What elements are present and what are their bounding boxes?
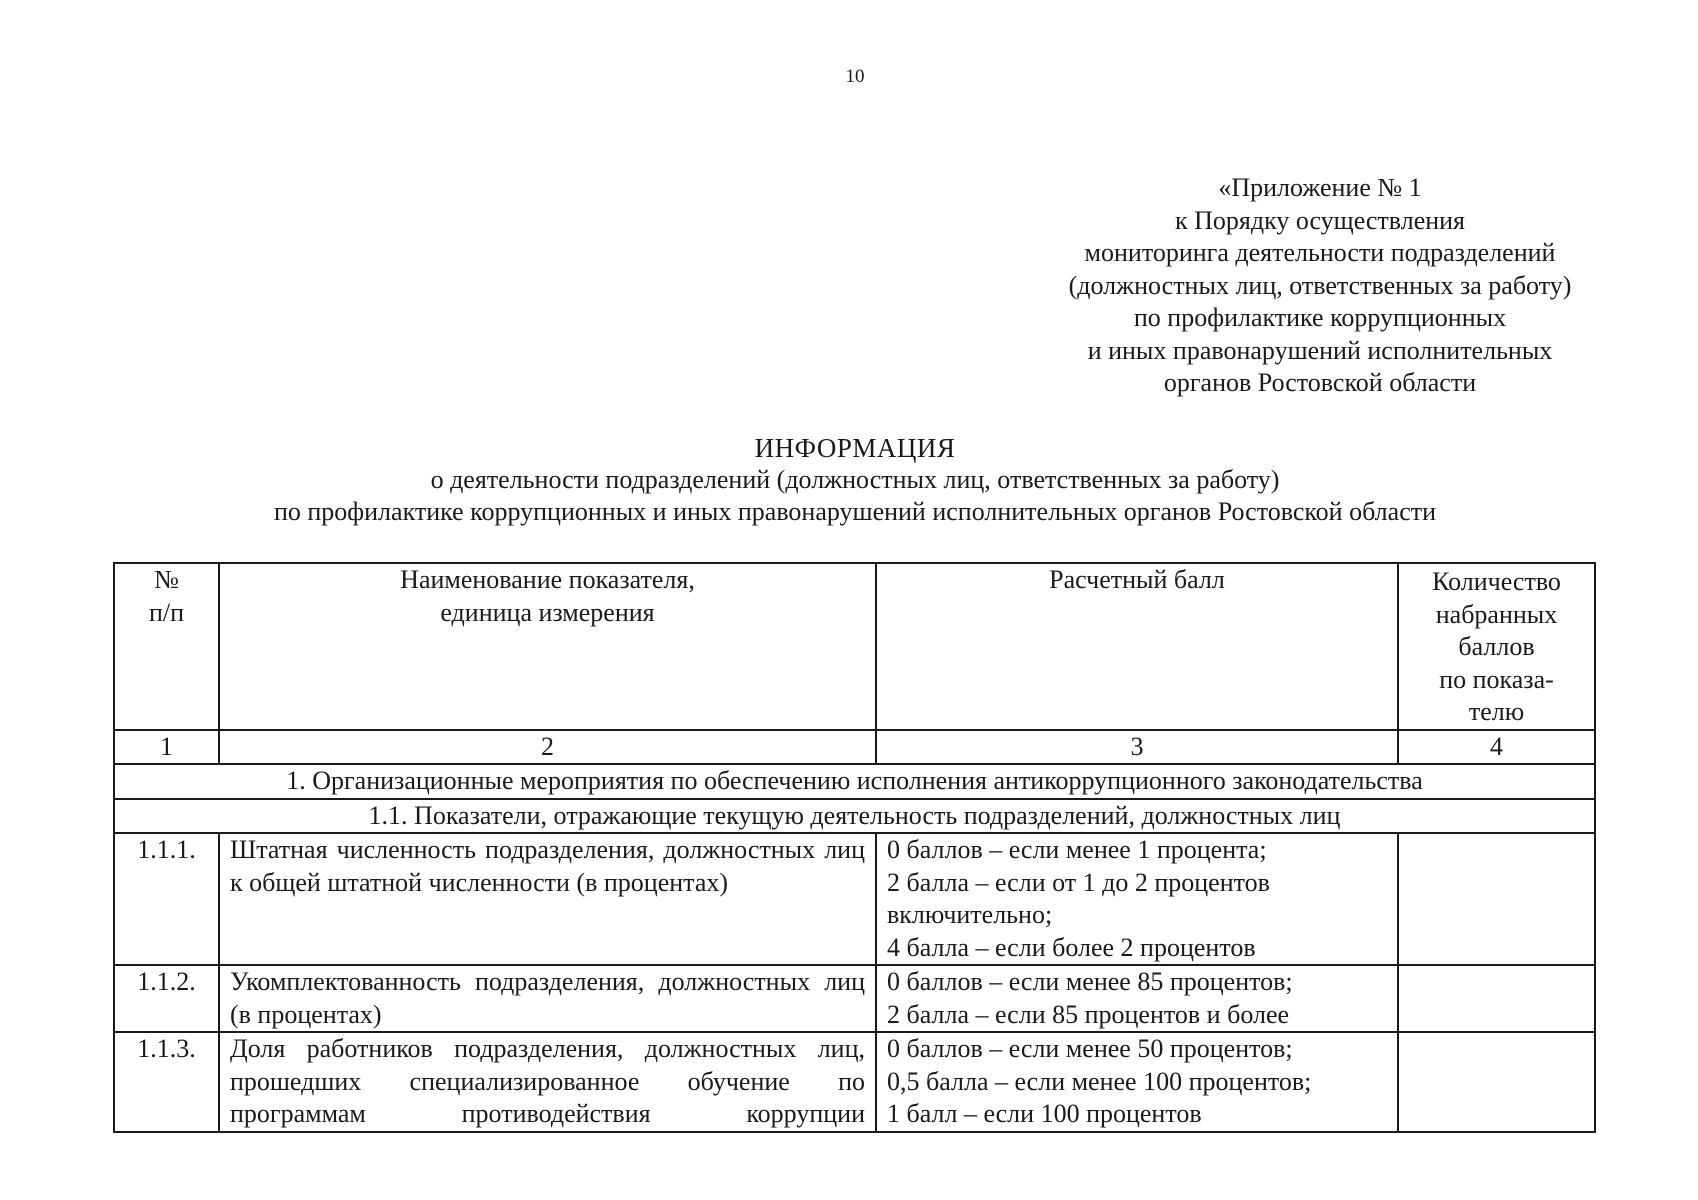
column-number-row (114, 730, 1595, 765)
title-line-1: о деятельности подразделений (должностных лиц, ответственных за работу) (430, 465, 1280, 494)
header-score-label: Расчетный балл (1049, 565, 1225, 594)
score-line: 4 балла – если более 2 процентов (887, 932, 1256, 962)
row-number: 1.1.2. (114, 965, 219, 1032)
appendix-line: органов Ростовской области (1163, 368, 1477, 397)
score-line: включительно; (887, 900, 1053, 929)
score-line: 0 баллов – если менее 85 процентов; (887, 967, 1293, 996)
indicators-table (113, 562, 1596, 1133)
score-line: 0,5 балла – если менее 100 процентов; (887, 1066, 1312, 1096)
score-line: 0 баллов – если менее 50 процентов; (887, 1034, 1293, 1063)
table-header-row (114, 563, 1595, 730)
subsection-row (114, 799, 1595, 834)
section-row (114, 764, 1595, 799)
score-line: 1 балл – если 100 процентов (887, 1099, 1202, 1128)
header-score (876, 563, 1398, 730)
header-points-line: телю (1468, 697, 1525, 726)
row-indicator-name: Штатная численность подразделения, должностных лиц к общей штатной численности (в процентах) (219, 833, 876, 965)
header-number-symbol: № (154, 565, 179, 594)
row-points (1398, 1032, 1595, 1132)
appendix-line: (должностных лиц, ответственных за работу) (1068, 270, 1572, 300)
header-points (1398, 563, 1595, 730)
header-points-line: по показа- (1439, 664, 1554, 694)
column-number: 2 (219, 730, 876, 765)
appendix-line: «Приложение № 1 (1218, 173, 1422, 202)
row-score-rule (876, 1032, 1398, 1132)
table-row (114, 1032, 1595, 1132)
appendix-line: и иных правонарушений исполнительных (1087, 335, 1553, 365)
column-number: 1 (114, 730, 219, 765)
row-points (1398, 965, 1595, 1032)
page-number: 10 (845, 66, 865, 87)
header-points-line: Количество (1432, 567, 1561, 596)
score-line: 2 балла – если от 1 до 2 процентов (887, 867, 1270, 897)
row-score-rule (876, 833, 1398, 965)
header-points-line: набранных (1435, 599, 1558, 629)
title-main: ИНФОРМАЦИЯ (754, 433, 956, 463)
score-line: 0 баллов – если менее 1 процента; (887, 835, 1267, 864)
header-indicator-line-2: единица измерения (440, 597, 655, 627)
appendix-line: по профилактике коррупционных (1133, 303, 1507, 332)
row-indicator-name: Укомплектованность подразделения, должностных лиц (в процентах) (219, 965, 876, 1032)
document-title (100, 432, 1610, 528)
appendix-line: мониторинга деятельности подразделений (1084, 238, 1556, 267)
score-line: 2 балла – если 85 процентов и более (887, 999, 1290, 1029)
header-points-line: баллов (1458, 632, 1535, 661)
row-indicator-name: Доля работников подразделения, должностных лиц, прошедших специализированное обучение по программам противодействия коррупции (219, 1032, 876, 1132)
table-row (114, 965, 1595, 1032)
header-number-abbr: п/п (148, 597, 185, 627)
table-row (114, 833, 1595, 965)
row-number: 1.1.3. (114, 1032, 219, 1132)
column-number: 4 (1398, 730, 1595, 765)
appendix-line: к Порядку осуществления (1174, 205, 1466, 235)
column-number: 3 (876, 730, 1398, 765)
row-points (1398, 833, 1595, 965)
title-line-2: по профилактике коррупционных и иных правонарушений исполнительных органов Ростовской области (273, 497, 1437, 526)
header-indicator-name (219, 563, 876, 730)
header-indicator-line-1: Наименование показателя, (400, 565, 695, 594)
row-score-rule (876, 965, 1398, 1032)
section-heading: 1. Организационные мероприятия по обеспечению исполнения антикоррупционного законодательства (114, 764, 1595, 799)
header-number (114, 563, 219, 730)
row-number: 1.1.1. (114, 833, 219, 965)
subsection-heading: 1.1. Показатели, отражающие текущую деятельность подразделений, должностных лиц (114, 799, 1595, 834)
appendix-heading (1010, 172, 1630, 400)
